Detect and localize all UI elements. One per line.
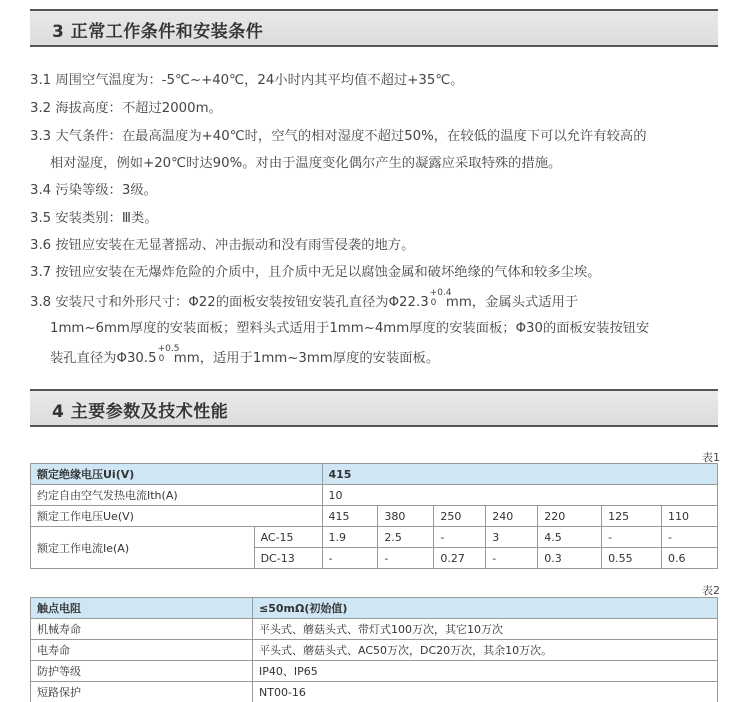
table-row xyxy=(31,661,718,682)
table-row xyxy=(31,485,718,506)
item-3-2: 3.2 海拔高度：不超过2000m。 xyxy=(30,101,222,116)
spec-value: NT00-16 xyxy=(253,682,718,702)
item-3-4: 3.4 污染等级：3级。 xyxy=(30,183,157,198)
table-1-label: 表1 xyxy=(702,451,720,464)
thermal-current-label: 约定自由空气发热电流Ith(A) xyxy=(31,485,323,506)
tolerance-22 xyxy=(429,288,452,308)
table-cell: 110 xyxy=(662,506,718,527)
item-3-7: 3.7 按钮应安装在无爆炸危险的介质中，且介质中无足以腐蚀金属和破坏绝缘的气体和较多尘埃。 xyxy=(30,265,601,280)
spec-name: 机械寿命 xyxy=(31,619,253,640)
spec-value: ≤50mΩ(初始值) xyxy=(253,598,718,619)
tolerance-30-lower: 0 xyxy=(158,354,165,364)
table-cell: - xyxy=(322,548,378,569)
section-4-title: 4 主要参数及技术性能 xyxy=(52,402,229,422)
table-1 xyxy=(30,463,718,569)
thermal-current-value: 10 xyxy=(322,485,718,506)
spec-name: 短路保护 xyxy=(31,682,253,702)
item-3-8-text-a: 3.8 安装尺寸和外形尺寸：Φ22的面板安装按钮安装孔直径为Φ22.3 xyxy=(30,295,429,310)
tolerance-30-upper: +0.5 xyxy=(157,344,180,354)
item-3-8-line2: 1mm~6mm厚度的安装面板；塑料头式适用于1mm~4mm厚度的安装面板；Φ30的面板安装按钮安 xyxy=(50,321,650,336)
spec-value: IP40、IP65 xyxy=(253,661,718,682)
table-cell: 220 xyxy=(538,506,602,527)
table-2 xyxy=(30,597,718,702)
table-cell: 0.6 xyxy=(662,548,718,569)
section-4-header xyxy=(30,389,718,427)
table-row xyxy=(31,506,718,527)
item-3-1: 3.1 周围空气温度为：-5℃~+40℃，24小时内其平均值不超过+35℃。 xyxy=(30,73,464,88)
table-cell: - xyxy=(662,527,718,548)
table-cell: 240 xyxy=(486,506,538,527)
spec-name: 触点电阻 xyxy=(31,598,253,619)
table-cell: - xyxy=(486,548,538,569)
rated-insulation-label: 额定绝缘电压Ui(V) xyxy=(31,464,323,485)
item-3-3-line1: 3.3 大气条件：在最高温度为+40℃时，空气的相对湿度不超过50%，在较低的温度下可以允许有较高的 xyxy=(30,129,647,144)
table-cell: 1.9 xyxy=(322,527,378,548)
spec-value: 平头式、蘑菇头式、AC50万次，DC20万次，其余10万次。 xyxy=(253,640,718,661)
category-dc13: DC-13 xyxy=(254,548,322,569)
table-cell: 0.3 xyxy=(538,548,602,569)
table-cell: 250 xyxy=(434,506,486,527)
table-cell: 2.5 xyxy=(378,527,434,548)
spec-name: 防护等级 xyxy=(31,661,253,682)
item-3-8-text-b: mm，金属头式适用于 xyxy=(441,295,579,310)
table-cell: 4.5 xyxy=(538,527,602,548)
item-3-5: 3.5 安装类别：Ⅲ类。 xyxy=(30,211,158,226)
table-row xyxy=(31,619,718,640)
rated-current-label: 额定工作电流Ie(A) xyxy=(31,527,255,569)
table-2-label: 表2 xyxy=(702,584,720,597)
table-cell: - xyxy=(378,548,434,569)
table-cell: 415 xyxy=(322,506,378,527)
section-3-header xyxy=(30,9,718,47)
table-cell: 0.55 xyxy=(602,548,662,569)
tolerance-22-upper: +0.4 xyxy=(429,288,452,298)
item-3-8-line3 xyxy=(50,344,440,368)
spec-name: 电寿命 xyxy=(31,640,253,661)
item-3-3-line2: 相对湿度，例如+20℃时达90%。对由于温度变化偶尔产生的凝露应采取特殊的措施。 xyxy=(50,156,562,171)
tolerance-22-lower: 0 xyxy=(430,298,437,308)
table-cell: 380 xyxy=(378,506,434,527)
table-cell: - xyxy=(434,527,486,548)
spec-value: 平头式、蘑菇头式、带灯式100万次，其它10万次 xyxy=(253,619,718,640)
item-3-8-line1 xyxy=(30,288,579,312)
table-row xyxy=(31,640,718,661)
item-3-6: 3.6 按钮应安装在无显著摇动、冲击振动和没有雨雪侵袭的地方。 xyxy=(30,238,415,253)
table-row xyxy=(31,527,718,548)
table-cell: 125 xyxy=(602,506,662,527)
table-cell: 0.27 xyxy=(434,548,486,569)
table-row xyxy=(31,598,718,619)
table-row xyxy=(31,682,718,702)
category-ac15: AC-15 xyxy=(254,527,322,548)
table-cell: 3 xyxy=(486,527,538,548)
item-3-8-text-d: mm，适用于1mm~3mm厚度的安装面板。 xyxy=(169,351,440,366)
section-3-title: 3 正常工作条件和安装条件 xyxy=(52,22,264,42)
item-3-8-text-c: 装孔直径为Φ30.5 xyxy=(50,351,157,366)
tolerance-30 xyxy=(157,344,180,364)
table-row xyxy=(31,464,718,485)
rated-voltage-label: 额定工作电压Ue(V) xyxy=(31,506,323,527)
table-cell: - xyxy=(602,527,662,548)
rated-insulation-value: 415 xyxy=(322,464,718,485)
